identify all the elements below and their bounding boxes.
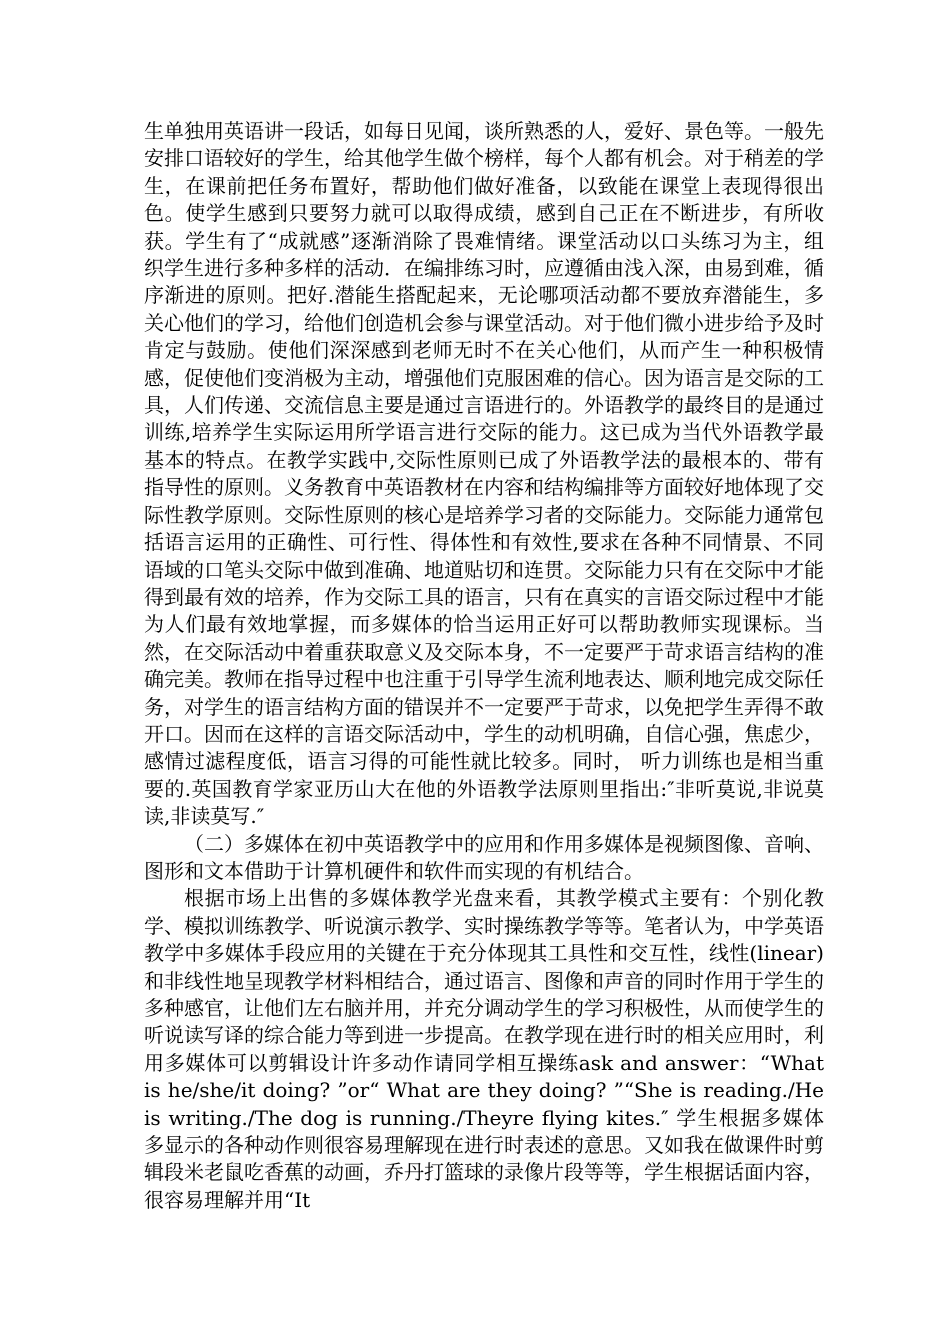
body-paragraph: 生单独用英语讲一段话，如每日见闻，谈所熟悉的人，爱好、景色等。一般先安排口语较好的学生，给其他学生做个榜样，每个人都有机会。对于稍差的学生，在课前把任务布置好，帮助他们做好准备，以致能在课堂上表现得很出色。使学生感到只要努力就可以取得成绩，感到自己正在不断进步，有所收获。学生有了“成就感”逐渐消除了畏难情绪。课堂活动以口头练习为主，组织学生进行多种多样的活动．在编排练习时，应遵循由浅入深，由易到难，循序渐进的原则。把好.潜能生搭配起来，无论哪项活动都不要放弃潜能生，多关心他们的学习，给他们创造机会参与课堂活动。对于他们微小进步给予及时肯定与鼓励。使他们深深感到老师无时不在关心他们，从而产生一种积极情感，促使他们变消极为主动，增强他们克服困难的信心。因为语言是交际的工具，人们传递、交流信息主要是通过言语进行的。外语教学的最终目的是通过训练,培养学生实际运用所学语言进行交际的能力。这已成为当代外语教学最基本的特点。在教学实践中,交际性原则已成了外语教学法的最根本的、带有指导性的原则。义务教育中英语教材在内容和结构编排等方面较好地体现了交际性教学原则。交际性原则的核心是培养学习者的交际能力。交际能力通常包括语言运用的正确性、可行性、得体性和有效性,要求在各种不同情景、不同语域的口笔头交际中做到准确、地道贴切和连贯。交际能力只有在交际中才能得到最有效的培养，作为交际工具的语言，只有在真实的言语交际过程中才能为人们最有效地掌握，而多媒体的恰当运用正好可以帮助教师实现课标。当然，在交际活动中着重获取意义及交际本身，不一定要严于苛求语言结构的准确完美。教师在指导过程中也注重于引导学生流利地表达、顺利地完成交际任务，对学生的语言结构方面的错误并不一定要严于苛求，以免把学生弄得不敢开口。因而在这样的言语交际活动中，学生的动机明确，自信心强，焦虑少，感情过滤程度低，语言习得的可能性就比较多。同时， 听力训练也是相当重要的.英国教育学家亚历山大在他的外语教学法原则里指出:″非听莫说,非说莫读,非读莫写.″ xyxy=(144,119,824,829)
body-paragraph: 根据市场上出售的多媒体教学光盘来看，其教学模式主要有：个别化教学、模拟训练教学、听说演示教学、实时操练教学等等。笔者认为，中学英语教学中多媒体手段应用的关键在于充分体现其工具性和交互性，线性(linear)和非线性地呈现教学材料相结合，通过语言、图像和声音的同时作用于学生的多种感官，让他们左右脑并用，并充分调动学生的学习积极性，从而使学生的听说读写译的综合能力等到进一步提高。在教学现在进行时的相关应用时，利用多媒体可以剪辑设计许多动作请同学相互操练ask and answer：“What is he/she/it doing? ”or“ What are they doing? ”“She is reading./He is writing./The dog is running./Theyre flying kites.″ 学生根据多媒体多显示的各种动作则很容易理解现在进行时表述的意思。又如我在做课件时剪辑段米老鼠吃香蕉的动画，乔丹打篮球的录像片段等等，学生根据话面内容，很容易理解并用“It xyxy=(144,886,824,1212)
document-page xyxy=(144,118,824,1214)
section-heading-paragraph: （二）多媒体在初中英语教学中的应用和作用多媒体是视频图像、音响、图形和文本借助于计算机硬件和软件而实现的有机结合。 xyxy=(144,831,824,883)
